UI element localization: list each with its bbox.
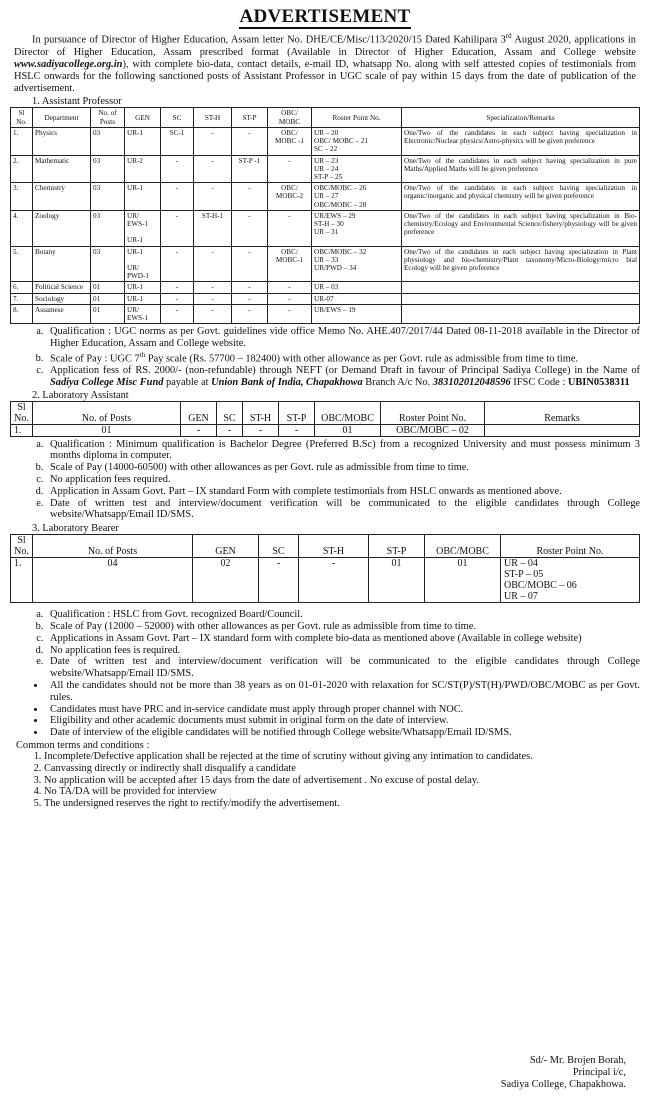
signature-designation: Principal i/c,: [572, 1067, 626, 1078]
note-item: d. No application fees is required.: [46, 645, 640, 657]
assistant-professor-notes: [10, 326, 640, 388]
table-header-cell: SC: [217, 401, 243, 424]
table-cell-sth: -: [194, 304, 232, 323]
common-term-item: 2. Canvassing directly or indirectly shall disqualify a candidate: [44, 763, 640, 775]
note-qualification: a. Qualification : UGC norms as per Govt. guidelines vide office Memo No. AHE.407/2017/44 Dated 08-11-2018 available in the Director of Higher Education, Assam and College website.: [46, 326, 640, 350]
common-term-item: 5. The undersigned reserves the right to rectify/modify the advertisement.: [44, 798, 640, 810]
table-cell-dept: Mathematic: [33, 155, 91, 183]
table-cell-posts: 01: [91, 282, 125, 293]
note-item: a. Qualification : HSLC from Govt. recognized Board/Council.: [46, 609, 640, 621]
table-row: [11, 293, 640, 304]
table-cell-obc: -: [268, 293, 312, 304]
table-cell-sth: -: [194, 183, 232, 211]
lab-bearer-table: [10, 534, 640, 603]
table-header-cell: ST-P: [232, 108, 268, 127]
table-cell-sl: 8.: [11, 304, 33, 323]
table-row: [11, 304, 640, 323]
common-term-item: 3. No application will be accepted after 15 days from the date of advertisement . No excuse of postal delay.: [44, 775, 640, 787]
table-cell-gen: UR/ EWS-1 UR-1: [125, 210, 161, 246]
table-cell-sl: 7.: [11, 293, 33, 304]
table-cell-obc: OBC/ MOBC-2: [268, 183, 312, 211]
table-row: [11, 558, 640, 603]
table-cell-spec: One/Two of the candidates in each subject having specialization in Bio-chemistry/Ecology and Environmental Science/fishery/physiology will be given preference: [402, 210, 640, 246]
table-cell-obc: -: [268, 282, 312, 293]
table-cell-sc: -: [259, 558, 299, 603]
table-header-cell: ST-H: [243, 401, 279, 424]
table-cell-sl: 4.: [11, 210, 33, 246]
table-cell-roster: OBC/MOBC – 26 UR – 27 OBC/MOBC – 28: [312, 183, 402, 211]
table-cell-obc: OBC/ MOBC-1: [268, 246, 312, 282]
table-cell-roster: UR – 20 OBC/ MOBC – 21 SC – 22: [312, 127, 402, 155]
table-cell-posts: 03: [91, 183, 125, 211]
table-cell-spec: One/Two of the candidates in each subject having specialization in pure Maths/Applied Maths will be given preference: [402, 155, 640, 183]
table-cell-sl: 2.: [11, 155, 33, 183]
table-cell-spec: One/Two of the candidates in each subject having specialization in Plant physiology and bio-chemistry/Plant taxonomy/Micro-Biology/micro bial Ecology will be given preference: [402, 246, 640, 282]
table-cell-spec: One/Two of the candidates in each subject having specialization in organic/inorganic and physical chemistry will be given preference: [402, 183, 640, 211]
table-cell-sth: -: [194, 246, 232, 282]
table-cell-sc: -: [161, 282, 194, 293]
section-lab-bearer-heading: 3. Laboratory Bearer: [32, 523, 119, 535]
table-cell-dept: Zoology: [33, 210, 91, 246]
table-header-cell: Roster Point No.: [312, 108, 402, 127]
table-header-cell: Roster Point No.: [501, 535, 640, 558]
note-item: b. Scale of Pay (14000-60500) with other allowances as per Govt. rule as admissible from time to time.: [46, 462, 640, 474]
table-header-cell: No. of Posts: [33, 535, 193, 558]
table-header-cell: GEN: [193, 535, 259, 558]
table-cell-sc: SC-1: [161, 127, 194, 155]
table-cell-gen: UR-1: [125, 127, 161, 155]
lab-assistant-notes: [10, 439, 640, 522]
table-header-row: [11, 108, 640, 127]
table-cell-obc: -: [268, 155, 312, 183]
table-cell-dept: Physics: [33, 127, 91, 155]
table-cell-sl: 5.: [11, 246, 33, 282]
table-cell-dept: Political Science: [33, 282, 91, 293]
table-cell-sth: -: [194, 155, 232, 183]
table-header-cell: OBC/ MOBC: [268, 108, 312, 127]
table-cell-posts: 03: [91, 210, 125, 246]
table-cell-gen: UR-1: [125, 293, 161, 304]
table-cell-stp: -: [232, 246, 268, 282]
table-cell-obc: -: [268, 210, 312, 246]
table-cell-spec: [402, 293, 640, 304]
table-cell-posts: 03: [91, 246, 125, 282]
note-item: c. Applications in Assam Govt. Part – IX standard form with complete bio-data as mentioned above (Available in college website): [46, 633, 640, 645]
table-header-cell: GEN: [125, 108, 161, 127]
section-assistant-professor-heading: 1. Assistant Professor: [32, 96, 122, 108]
table-header-cell: OBC/MOBC: [315, 401, 381, 424]
common-terms-title: Common terms and conditions :: [16, 739, 150, 751]
table-cell-sth: ST-H-1: [194, 210, 232, 246]
table-cell-sc: -: [161, 304, 194, 323]
signature-college: Sadiya College, Chapakhowa.: [500, 1079, 626, 1090]
table-row: [11, 183, 640, 211]
table-cell-obc: OBC/ MOBC -1: [268, 127, 312, 155]
intro-paragraph: In pursuance of Director of Higher Education, Assam letter No. DHE/CE/Misc/113/2020/15 Dated Kahilipara 3rd August 2020, applications in Director of Higher Education, Assam prescribed format (Available in Director of Higher Education, Assam and College website www.sadiyacollege.org.in), with complete bio-data, contact details, e-mail ID, whatsapp No. along with self attested copies of testimonials from HSLC onwards for the following sanctioned posts of Assistant Professor in UGC scale of pay within 15 days from the date of publication of the advertisement.: [14, 32, 636, 95]
table-cell-spec: [402, 304, 640, 323]
table-cell-sl: 6.: [11, 282, 33, 293]
table-header-cell: GEN: [181, 401, 217, 424]
table-cell-sc: -: [161, 246, 194, 282]
table-header-cell: Sl No.: [11, 535, 33, 558]
table-cell-sc: -: [161, 210, 194, 246]
general-bullets: [10, 680, 640, 739]
note-item: b. Scale of Pay (12000 – 52000) with other allowances as per Govt. rule as admissible from time to time.: [46, 621, 640, 633]
table-row: [11, 127, 640, 155]
bullet-item: • Date of interview of the eligible candidates will be notified through College website/Whatsapp/Email ID/SMS.: [46, 727, 640, 739]
table-cell-stp: -: [232, 127, 268, 155]
table-cell-dept: Chemistry: [33, 183, 91, 211]
table-cell-posts: 01: [33, 424, 181, 436]
table-cell-sl: 3.: [11, 183, 33, 211]
table-cell-gen: UR-2: [125, 155, 161, 183]
table-cell-sc: -: [161, 155, 194, 183]
table-header-cell: Department: [33, 108, 91, 127]
table-cell-obc: 01: [315, 424, 381, 436]
table-row: [11, 155, 640, 183]
table-row: [11, 424, 640, 436]
table-cell-stp: -: [232, 304, 268, 323]
table-header-row: [11, 401, 640, 424]
table-cell-obc: 01: [425, 558, 501, 603]
common-terms-list: [10, 751, 640, 810]
table-cell-roster: UR-07: [312, 293, 402, 304]
table-cell-sth: -: [194, 127, 232, 155]
table-cell-obc: -: [268, 304, 312, 323]
common-term-item: 1. Incomplete/Defective application shall be rejected at the time of scrutiny without giving any intimation to candidates.: [44, 751, 640, 763]
table-header-cell: Specialization/Remarks: [402, 108, 640, 127]
table-cell-dept: Botany: [33, 246, 91, 282]
table-cell-stp: -: [232, 282, 268, 293]
table-cell-stp: ST-P -1: [232, 155, 268, 183]
table-header-cell: Remarks: [485, 401, 640, 424]
signature-name: Sd/- Mr. Brojen Borah,: [529, 1055, 626, 1066]
table-header-cell: SC: [259, 535, 299, 558]
common-term-item: 4. No TA/DA will be provided for interview: [44, 786, 640, 798]
table-cell-posts: 04: [33, 558, 193, 603]
advertisement-page: [10, 0, 640, 1090]
signature-block: [501, 1055, 626, 1091]
table-row: [11, 246, 640, 282]
table-header-cell: Sl No.: [11, 401, 33, 424]
table-cell-stp: -: [232, 293, 268, 304]
table-cell-stp: -: [279, 424, 315, 436]
table-cell-gen: UR-1 UR/ PWD-1: [125, 246, 161, 282]
table-cell-sl: 1.: [11, 127, 33, 155]
note-scale-of-pay: b. Scale of Pay : UGC 7th Pay scale (Rs. 57700 – 182400) with other allowance as per Govt. rule as admissible from time to time.: [46, 350, 640, 365]
table-cell-roster: UR/EWS – 19: [312, 304, 402, 323]
assistant-professor-table: [10, 107, 640, 324]
table-header-cell: ST-P: [279, 401, 315, 424]
table-cell-sth: -: [194, 282, 232, 293]
table-cell-sc: -: [161, 183, 194, 211]
table-cell-gen: UR/ EWS-1: [125, 304, 161, 323]
table-header-cell: ST-H: [299, 535, 369, 558]
table-cell-roster: UR – 23 UR – 24 ST-P – 25: [312, 155, 402, 183]
table-row: [11, 282, 640, 293]
page-title: ADVERTISEMENT: [239, 6, 411, 27]
table-row: [11, 210, 640, 246]
table-header-cell: No. of Posts: [91, 108, 125, 127]
table-cell-sc: -: [161, 293, 194, 304]
note-item: e. Date of written test and interview/document verification will be communicated to the eligible candidates through College website/Whatsapp/Email ID/SMS.: [46, 498, 640, 522]
note-item: c. No application fees required.: [46, 474, 640, 486]
table-cell-posts: 01: [91, 304, 125, 323]
table-cell-stp: -: [232, 183, 268, 211]
lab-assistant-table: [10, 401, 640, 437]
table-header-cell: No. of Posts: [33, 401, 181, 424]
table-cell-roster: OBC/MOBC – 32 UR – 33 UR/PWD – 34: [312, 246, 402, 282]
bullet-item: • Candidates must have PRC and in-service candidate must apply through proper channel with NOC.: [46, 704, 640, 716]
table-cell-roster: UR – 04 ST-P – 05 OBC/MOBC – 06 UR – 07: [501, 558, 640, 603]
table-cell-sl: 1.: [11, 424, 33, 436]
table-cell-sth: -: [299, 558, 369, 603]
table-header-cell: Sl No.: [11, 108, 33, 127]
table-cell-stp: -: [232, 210, 268, 246]
table-cell-sth: -: [243, 424, 279, 436]
table-cell-gen: UR-1: [125, 183, 161, 211]
table-cell-dept: Assamese: [33, 304, 91, 323]
table-cell-roster: UR/EWS – 29 ST-H – 30 UR – 31: [312, 210, 402, 246]
table-cell-sth: -: [194, 293, 232, 304]
table-header-cell: ST-P: [369, 535, 425, 558]
table-header-row: [11, 535, 640, 558]
section-lab-assistant-heading: 2. Laboratory Assistant: [32, 389, 129, 401]
table-cell-roster: OBC/MOBC – 02: [381, 424, 485, 436]
lab-bearer-notes: [10, 609, 640, 680]
table-header-cell: OBC/MOBC: [425, 535, 501, 558]
college-website-link[interactable]: www.sadiyacollege.org.in: [14, 58, 123, 70]
table-cell-posts: 01: [91, 293, 125, 304]
table-cell-dept: Sociology: [33, 293, 91, 304]
table-cell-sl: 1.: [11, 558, 33, 603]
note-application-fee: c. Application fess of RS. 2000/- (non-refundable) through NEFT (or Demand Draft in favour of Principal Sadiya College) in the Name of Sadiya College Misc Fund payable at Union Bank of India, Chapakhowa Branch A/c No. 383102012048596 IFSC Code : UBIN0538311: [46, 365, 640, 389]
table-cell-stp: 01: [369, 558, 425, 603]
table-cell-posts: 03: [91, 127, 125, 155]
note-item: e. Date of written test and interview/document verification will be communicated to the eligible candidates through College website/Whatsapp/Email ID/SMS.: [46, 656, 640, 680]
table-cell-sc: -: [217, 424, 243, 436]
table-cell-roster: UR – 03: [312, 282, 402, 293]
bullet-item: • Eligibility and other academic documents must submit in original form on the date of interview.: [46, 715, 640, 727]
table-header-cell: ST-H: [194, 108, 232, 127]
table-cell-remarks: [485, 424, 640, 436]
table-cell-spec: [402, 282, 640, 293]
note-item: a. Qualification : Minimum qualification is Bachelor Degree (Preferred B.Sc) from a recognized University and must possess minimum 3 months diploma in computer.: [46, 439, 640, 463]
table-header-cell: Roster Point No.: [381, 401, 485, 424]
note-item: d. Application in Assam Govt. Part – IX standard Form with complete testimonials from HSLC onwards as mentioned above.: [46, 486, 640, 498]
table-cell-gen: 02: [193, 558, 259, 603]
table-cell-gen: UR-1: [125, 282, 161, 293]
table-header-cell: SC: [161, 108, 194, 127]
table-cell-gen: -: [181, 424, 217, 436]
table-cell-spec: One/Two of the candidates in each subject having specialization in Electronic/Nuclear physics/Astro-physics will be given preference: [402, 127, 640, 155]
bullet-item: • All the candidates should not be more than 38 years as on 01-01-2020 with relaxation for SC/ST(P)/ST(H)/PWD/OBC/MOBC as per Govt. rules.: [46, 680, 640, 704]
table-cell-posts: 03: [91, 155, 125, 183]
